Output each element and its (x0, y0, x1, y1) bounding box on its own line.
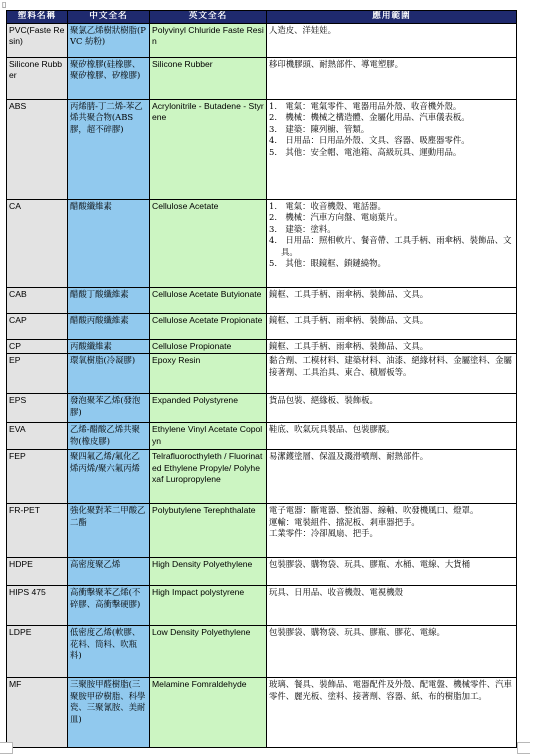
abbr-cell: EPS (7, 394, 68, 423)
english-name-cell: Cellulose Acetate Butyionate (150, 288, 267, 314)
table-row (7, 678, 517, 748)
table-row (7, 504, 517, 558)
table-row (7, 200, 517, 288)
applications-cell (267, 340, 517, 354)
table-row (7, 288, 517, 314)
applications-cell (267, 558, 517, 586)
application-line: 4. 日用品：日用品外殼、文具、容器、吸塵器零件。 (269, 135, 470, 146)
application-line: 1. 電氣：收音機殼、電話器。 (269, 201, 386, 211)
chinese-name-cell: 乙烯-醋酸乙烯共聚物(橡皮膠) (68, 423, 150, 450)
chinese-name-cell: 醋酸丁酸纖維素 (68, 288, 150, 314)
application-line: 包裝膠袋、購物袋、玩具、膠瓶、水桶、電線、大貨桶 (269, 559, 470, 570)
chinese-name-cell: 環氧樹脂(冷凝膠) (68, 354, 150, 394)
application-line: 易潔鑊塗層、保溫及濺滑噴劑、耐熱部件。 (269, 451, 429, 462)
abbr-cell: Silicone Rubber (7, 58, 68, 100)
applications-cell (267, 423, 517, 450)
application-line: 鞋底、吹氣玩具製品、包裝膠膜。 (269, 424, 395, 435)
header-applications: 應用範圍 (267, 11, 517, 24)
application-line: 4. 日用品：照相軟片、餐音帶、工具手柄、雨傘柄、裝飾品、文具。 (269, 235, 512, 257)
english-name-cell: Polybutylene Terephthalate (150, 504, 267, 558)
applications-cell (267, 678, 517, 748)
applications-cell (267, 394, 517, 423)
chinese-name-cell: 丙酸纖維素 (68, 340, 150, 354)
english-name-cell: Cellulose Acetate (150, 200, 267, 288)
chinese-name-cell: 低密度乙烯(軟膠、花料、筒料、吹瓶料) (68, 626, 150, 678)
application-line: 鏡框、工具手柄、雨傘柄、裝飾品、文具。 (269, 289, 429, 299)
application-line: 3. 建築：塗料。 (269, 223, 336, 234)
application-line: 鏡框、工具手柄、雨傘柄、裝飾品、文具。 (269, 341, 429, 351)
english-name-cell: Ethylene Vinyl Acetate Copolyn (150, 423, 267, 450)
application-line: 2. 機械：機械之構造體、金屬化用品、汽車儀表板。 (269, 112, 470, 123)
abbr-cell: PVC(Faste Resin) (7, 24, 68, 58)
abbr-cell: EVA (7, 423, 68, 450)
chinese-name-cell: 強化聚對苯二甲酸乙二酯 (68, 504, 150, 558)
chinese-name-cell: 高密度聚乙烯 (68, 558, 150, 586)
application-line: 玻璃、餐具、裝飾品、電器配件及外殼、配電盤、機械零件、汽車零件、麗光板、塗料、接著劑、容器、紙、布的樹脂加工。 (269, 679, 512, 701)
header-abbr: 塑料名稱 (7, 11, 68, 24)
table-row (7, 450, 517, 504)
application-line: 5. 其他：安全帽、電池箱、高級玩具、運動用品。 (269, 146, 462, 157)
english-name-cell: Melamine Fomraldehyde (150, 678, 267, 748)
application-line: 人造皮、洋娃娃。 (269, 25, 336, 35)
table-row (7, 626, 517, 678)
english-name-cell: Cellulose Propionate (150, 340, 267, 354)
table-row (7, 58, 517, 100)
table-row (7, 586, 517, 626)
applications-cell (267, 450, 517, 504)
application-line: 貨品包裝、絕緣板、裝飾板。 (269, 395, 378, 406)
abbr-cell: MF (7, 678, 68, 748)
applications-cell (267, 626, 517, 678)
application-line: 5. 其他：眼鏡框、鎖鏈繞物。 (269, 258, 386, 269)
applications-cell (267, 100, 517, 200)
applications-cell (267, 58, 517, 100)
table-row (7, 558, 517, 586)
applications-cell (267, 24, 517, 58)
application-line: 包裝膠袋、購物袋、玩具、膠瓶、膠花、電線。 (269, 627, 445, 638)
application-line: 運輸：電裝組件、擋泥板、剎車器把手。 (269, 516, 420, 527)
chinese-name-cell: 醋酸纖維素 (68, 200, 150, 288)
application-line: 1. 電氣：電氣零件、電器用品外殼、收音機外殼。 (269, 101, 462, 111)
chinese-name-cell: 聚四氟乙烯/氟化乙烯丙烯/聚六氟丙烯 (68, 450, 150, 504)
abbr-cell: FR-PET (7, 504, 68, 558)
applications-cell (267, 200, 517, 288)
applications-cell (267, 354, 517, 394)
english-name-cell: Expanded Polystyrene (150, 394, 267, 423)
english-name-cell: Telrafluorocthyleth / Fluorinated Ethylene Propyle/ Polyhexaf Luropropylene (150, 450, 267, 504)
abbr-cell: CAB (7, 288, 68, 314)
application-line: 黏合劑、工模材料、建築材料、油漆、絕緣材料、金屬塗料、金屬接著劑、工具治具、東合、積層板等。 (269, 355, 512, 377)
application-line: 移印機膠頭、耐熱部件、導電塑膠。 (269, 59, 403, 69)
applications-cell (267, 504, 517, 558)
table-body (7, 24, 517, 748)
application-line: 電子電器：斷電器、整流器、線軸、吹發機風口、燈罩。 (269, 505, 479, 516)
header-chinese-name: 中文全名 (68, 11, 150, 24)
application-line: 工業零件：冷卻風扇、把手。 (269, 528, 378, 539)
table-row (7, 314, 517, 340)
abbr-cell: HIPS 475 (7, 586, 68, 626)
applications-cell (267, 586, 517, 626)
table-row (7, 354, 517, 394)
abbr-cell: ABS (7, 100, 68, 200)
table-header-row (7, 11, 517, 24)
application-line: 鏡框、工具手柄、雨傘柄、裝飾品、文具。 (269, 315, 429, 325)
table-row (7, 423, 517, 450)
abbr-cell: LDPE (7, 626, 68, 678)
application-line: 2. 機械：汽車方向盤、電扇葉片。 (269, 212, 403, 223)
applications-cell (267, 288, 517, 314)
english-name-cell: High Density Polyethylene (150, 558, 267, 586)
table-row (7, 340, 517, 354)
abbr-cell: CP (7, 340, 68, 354)
english-name-cell: Acrylonitrile - Butadene - Styrene (150, 100, 267, 200)
header-english-name: 英文全名 (150, 11, 267, 24)
english-name-cell: Epoxy Resin (150, 354, 267, 394)
page-corner-right (517, 742, 530, 754)
chinese-name-cell: 丙烯腈-丁二烯-苯乙烯共聚合物(ABS 膠，超不碎膠) (68, 100, 150, 200)
english-name-cell: Silicone Rubber (150, 58, 267, 100)
chinese-name-cell: 高衝擊聚苯乙烯(不碎膠、高衝擊硬膠) (68, 586, 150, 626)
chinese-name-cell: 聚氯乙烯樹狀樹脂(PVC 紡粉) (68, 24, 150, 58)
plastics-table (6, 10, 517, 748)
english-name-cell: High Impact polystyrene (150, 586, 267, 626)
application-line: 3. 建築：陳列櫥、管類。 (269, 123, 370, 134)
abbr-cell: HDPE (7, 558, 68, 586)
abbr-cell: CAP (7, 314, 68, 340)
english-name-cell: Cellulose Acetate Propionate (150, 314, 267, 340)
english-name-cell: Low Density Polyethylene (150, 626, 267, 678)
abbr-cell: CA (7, 200, 68, 288)
chinese-name-cell: 發泡聚苯乙烯(發泡膠) (68, 394, 150, 423)
table-row (7, 100, 517, 200)
table-row (7, 394, 517, 423)
applications-cell (267, 314, 517, 340)
abbr-cell: EP (7, 354, 68, 394)
chinese-name-cell: 三聚胺甲醛樹脂(三聚胺甲矽樹脂、科學瓷、三聚氰胺、美耐皿) (68, 678, 150, 748)
table-row (7, 24, 517, 58)
anchor-mark-icon: ▯ (2, 0, 7, 9)
chinese-name-cell: 聚矽橡膠(硅橡膠、聚矽橡膠、矽橡膠) (68, 58, 150, 100)
page-corner-left (0, 742, 13, 754)
application-line: 玩具、日用品、收音機殼、電視機殼 (269, 587, 403, 598)
english-name-cell: Polyvinyl Chluride Faste Resin (150, 24, 267, 58)
abbr-cell: FEP (7, 450, 68, 504)
chinese-name-cell: 醋酸丙酸纖維素 (68, 314, 150, 340)
